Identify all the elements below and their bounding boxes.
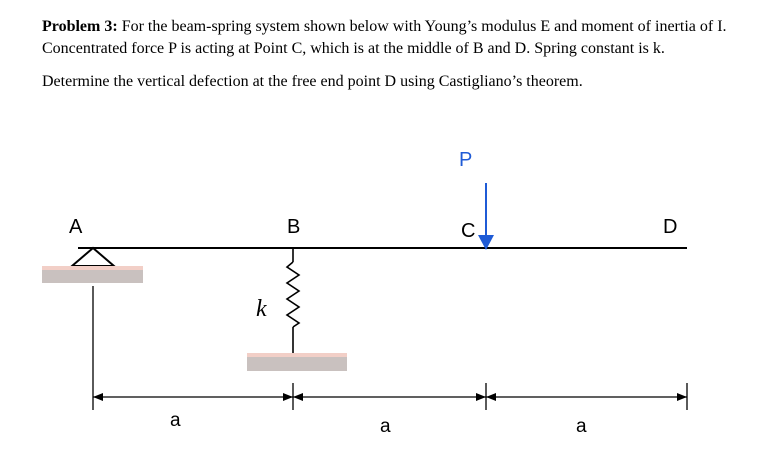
dim-arrow-3 (293, 393, 303, 401)
dim-arrow-4 (476, 393, 486, 401)
ground-spring-top (247, 353, 347, 357)
dim-label-bc: a (380, 416, 391, 437)
problem-statement-text: For the beam-spring system shown below with Young’s modulus E and moment of inertia of I. Concentrated force P is acting at Point C, which is at the middle of B and D. Spring constant is k. (42, 18, 727, 57)
problem-question: Determine the vertical defection at the free end point D using Castigliano’s theorem. (42, 73, 583, 90)
label-d: D (663, 216, 678, 238)
dim-arrow-5 (486, 393, 496, 401)
label-b: B (287, 216, 301, 238)
label-k: k (256, 296, 267, 322)
dim-arrow-1 (93, 393, 103, 401)
problem-heading: Problem 3: (42, 18, 118, 35)
spring-coil (287, 262, 299, 327)
label-p: P (459, 149, 473, 171)
dim-arrow-2 (283, 393, 293, 401)
label-c: C (461, 220, 476, 242)
dim-label-ab: a (170, 410, 181, 431)
dim-arrow-6 (677, 393, 687, 401)
dim-label-cd: a (576, 416, 587, 437)
ground-a-top (42, 266, 143, 270)
label-a: A (69, 216, 83, 238)
pin-support-a (72, 248, 114, 266)
